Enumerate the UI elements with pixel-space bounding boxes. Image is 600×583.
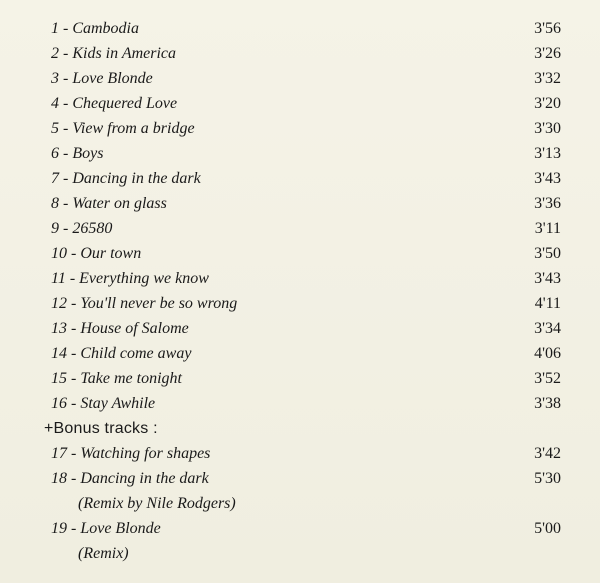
track-title: 14 - Child come away: [51, 345, 192, 362]
track-row: [51, 116, 561, 141]
track-title: 4 - Chequered Love: [51, 95, 178, 112]
track-duration: 3'13: [534, 145, 561, 162]
track-row: [51, 66, 561, 91]
track-row: [51, 266, 561, 291]
track-title: 5 - View from a bridge: [51, 120, 195, 137]
track-title: 1 - Cambodia: [51, 20, 139, 37]
track-title: 18 - Dancing in the dark: [51, 470, 209, 487]
track-title: 12 - You'll never be so wrong: [51, 295, 238, 312]
track-row: [51, 166, 561, 191]
track-duration: 4'11: [534, 295, 561, 312]
track-duration: 3'38: [534, 395, 561, 412]
bonus-track-row: [51, 441, 561, 466]
track-title: 19 - Love Blonde: [51, 520, 161, 537]
bonus-track-row: [51, 466, 561, 491]
track-note: (Remix by Nile Rodgers): [78, 495, 236, 512]
track-row: [51, 241, 561, 266]
track-row: [51, 391, 561, 416]
track-row: [51, 191, 561, 216]
track-duration: 5'00: [534, 520, 561, 537]
track-duration: 3'56: [534, 20, 561, 37]
track-duration: 3'42: [534, 445, 561, 462]
track-title: 3 - Love Blonde: [51, 70, 153, 87]
track-row: [51, 41, 561, 66]
track-duration: 3'32: [534, 70, 561, 87]
track-row: [51, 341, 561, 366]
track-duration: 3'36: [534, 195, 561, 212]
bonus-track-row: [51, 516, 561, 541]
bonus-tracks-heading: +Bonus tracks :: [44, 420, 158, 437]
track-title: 13 - House of Salome: [51, 320, 189, 337]
track-title: 17 - Watching for shapes: [51, 445, 211, 462]
track-duration: 3'50: [534, 245, 561, 262]
track-duration: 3'43: [534, 270, 561, 287]
track-title: 10 - Our town: [51, 245, 142, 262]
track-row: [51, 316, 561, 341]
track-title: 6 - Boys: [51, 145, 104, 162]
track-row: [51, 16, 561, 41]
tracklist: [44, 16, 561, 566]
track-row: [51, 141, 561, 166]
track-title: 11 - Everything we know: [51, 270, 209, 287]
track-row: [51, 91, 561, 116]
track-duration: 3'11: [534, 220, 561, 237]
track-duration: 3'30: [534, 120, 561, 137]
track-duration: 3'20: [534, 95, 561, 112]
track-duration: 4'06: [534, 345, 561, 362]
track-duration: 3'26: [534, 45, 561, 62]
track-title: 2 - Kids in America: [51, 45, 177, 62]
track-row: [51, 216, 561, 241]
track-duration: 3'34: [534, 320, 561, 337]
track-duration: 5'30: [534, 470, 561, 487]
track-duration: 3'52: [534, 370, 561, 387]
track-duration: 3'43: [534, 170, 561, 187]
track-note: (Remix): [78, 545, 129, 562]
track-title: 7 - Dancing in the dark: [51, 170, 201, 187]
track-title: 15 - Take me tonight: [51, 370, 182, 387]
track-title: 16 - Stay Awhile: [51, 395, 156, 412]
track-title: 9 - 26580: [51, 220, 113, 237]
track-title: 8 - Water on glass: [51, 195, 167, 212]
track-row: [51, 366, 561, 391]
track-row: [51, 291, 561, 316]
